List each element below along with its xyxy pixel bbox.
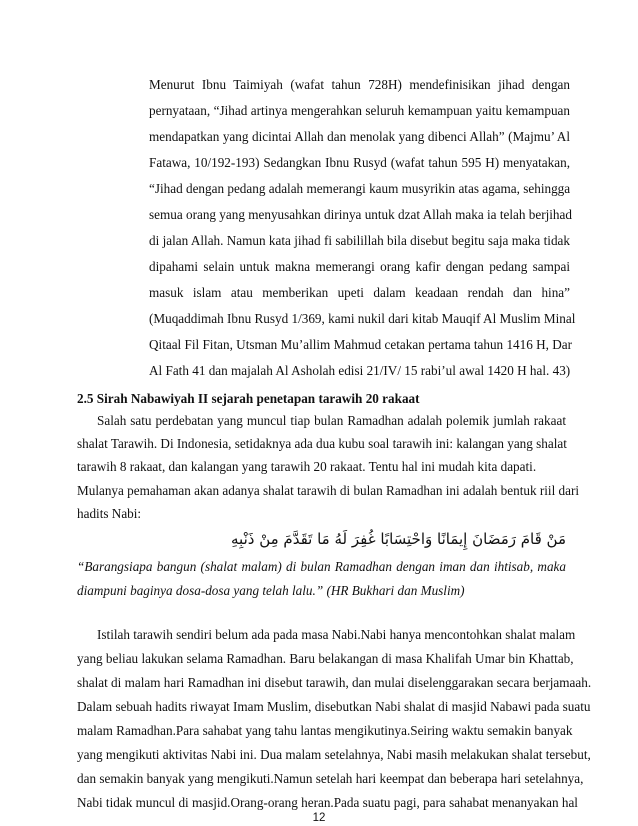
paragraph-line: yang mengikuti aktivitas Nabi ini. Dua malam setelahnya, Nabi masih melakukan shalat tersebut, xyxy=(77,747,591,762)
paragraph-line: Salah satu perdebatan yang muncul tiap bulan Ramadhan adalah polemik jumlah rakaat xyxy=(97,413,566,428)
paragraph-line: shalat di malam hari Ramadhan ini disebut tarawih, dan mulai diselenggarakan secara berjamaah. xyxy=(77,675,592,690)
paragraph-line: Dalam sebuah hadits riwayat Imam Muslim, disebutkan Nabi shalat di masjid Nabawi pada suatu xyxy=(77,699,591,714)
paragraph-line: hadits Nabi: xyxy=(77,506,142,521)
quote-line: di jalan Allah. Namun kata jihad fi sabilillah bila disebut begitu saja maka tidak xyxy=(149,233,570,248)
paragraph-line: dan semakin banyak yang mengikuti.Namun setelah hari keempat dan beberapa hari setelahnya, xyxy=(77,771,584,786)
translation-line: “Barangsiapa bangun (shalat malam) di bulan Ramadhan dengan iman dan ihtisab, maka xyxy=(77,559,566,574)
quote-line: mendapatkan yang dicintai Allah dan menolak yang dibenci Allah” (Majmu’ Al xyxy=(149,129,570,144)
quote-line: Fatawa, 10/192-193) Sedangkan Ibnu Rusyd (wafat tahun 595 H) menyatakan, xyxy=(149,155,570,170)
paragraph-line: Istilah tarawih sendiri belum ada pada masa Nabi.Nabi hanya mencontohkan shalat malam xyxy=(97,627,576,642)
quote-line: Qitaal Fil Fitan, Utsman Mu’allim Mahmud cetakan pertama tahun 1416 H, Dar xyxy=(149,337,573,352)
page-number: 12 xyxy=(312,812,326,824)
quote-line: Menurut Ibnu Taimiyah (wafat tahun 728H) mendefinisikan jihad dengan xyxy=(149,77,570,92)
quote-line: semua orang yang menyusahkan dirinya untuk dzat Allah maka ia telah berjihad xyxy=(149,207,572,222)
paragraph-line: Mulanya pemahaman akan adanya shalat tarawih di bulan Ramadhan ini adalah bentuk riil dari xyxy=(77,483,580,498)
paragraph-line: tarawih 8 rakaat, dan kalangan yang tarawih 20 rakaat. Tentu hal ini mudah kita dapati. xyxy=(77,459,537,474)
paragraph-line: Nabi tidak muncul di masjid.Orang-orang heran.Pada suatu pagi, para sahabat menanyakan hal xyxy=(77,795,578,810)
translation-line: diampuni baginya dosa-dosa yang telah lalu.” (HR Bukhari dan Muslim) xyxy=(77,583,465,598)
section-heading: 2.5 Sirah Nabawiyah II sejarah penetapan tarawih 20 rakaat xyxy=(77,391,420,406)
quote-line: Al Fath 41 dan majalah Al Asholah edisi 21/IV/ 15 rabi’ul awal 1420 H hal. 43) xyxy=(149,363,571,378)
paragraph-line: malam Ramadhan.Para sahabat yang tahu lantas mengikutinya.Seiring waktu semakin banyak xyxy=(77,723,573,738)
quote-line: pernyataan, “Jihad artinya mengerahkan seluruh kemampuan yaitu kemampuan xyxy=(149,103,570,118)
paragraph-line: yang beliau lakukan selama Ramadhan. Baru belakangan di masa Khalifah Umar bin Khattab, xyxy=(77,651,574,666)
quote-line: dipahami selain untuk makna memerangi orang kafir dengan pedang sampai xyxy=(149,259,570,274)
paragraph-line: shalat Tarawih. Di Indonesia, setidaknya ada dua kubu soal tarawih ini: kalangan yang shalat xyxy=(77,436,567,451)
arabic-hadith: مَنْ قَامَ رَمَضَانَ إِيمَانًا وَاحْتِسَابًا غُفِرَ لَهُ مَا تَقَدَّمَ مِنْ ذَنْبِهِ xyxy=(231,530,566,548)
quote-line: (Muqaddimah Ibnu Rusyd 1/369, kami nukil dari kitab Mauqif Al Muslim Minal xyxy=(149,311,576,326)
quote-line: masuk islam atau memberikan upeti dalam keadaan rendah dan hina” xyxy=(149,285,570,300)
quote-line: “Jihad dengan pedang adalah memerangi kaum musyrikin atas agama, sehingga xyxy=(149,181,571,196)
